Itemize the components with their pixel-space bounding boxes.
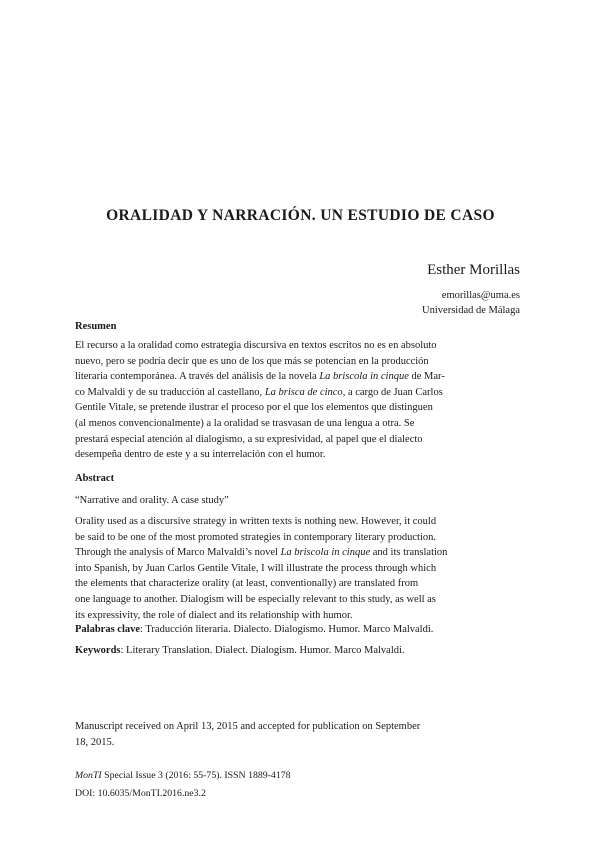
resumen-line: co Malvaldi y de su traducción al castellano, La brisca de cinco, a cargo de Juan Carlos: [75, 386, 443, 398]
palabras-clave-text: : Traducción literaria. Dialecto. Dialogismo. Humor. Marco Malvaldi.: [140, 624, 434, 635]
palabras-clave: [75, 622, 520, 637]
manuscript-line: 18, 2015.: [75, 736, 115, 748]
author-name: Esther Morillas: [427, 262, 520, 278]
abstract-line: Through the analysis of Marco Malvaldi’s novel La briscola in cinque and its translation: [75, 547, 448, 559]
resumen-line: El recurso a la oralidad como estrategia discursiva en textos escritos no es en absoluto: [75, 340, 437, 351]
journal-name: MonTI: [75, 770, 102, 781]
keywords: [75, 643, 520, 658]
manuscript-info: [75, 719, 520, 750]
manuscript-line: Manuscript received on April 13, 2015 and accepted for publication on September: [75, 721, 421, 732]
abstract-english-title-wrap: [75, 493, 520, 509]
keywords-label: Keywords: [75, 645, 121, 656]
resumen-body: [75, 338, 520, 463]
abstract-line: Orality used as a discursive strategy in written texts is nothing new. However, it could: [75, 516, 437, 527]
abstract-line: be said to be one of the most promoted strategies in contemporary literary production.: [75, 531, 436, 543]
resumen-line: nuevo, pero se podría decir que es uno de los que más se potencian en la producción: [75, 355, 429, 367]
author-email: emorillas@uma.es: [441, 290, 520, 301]
palabras-clave-label: Palabras clave: [75, 624, 141, 635]
resumen-line: Gentile Vitale, se pretende ilustrar el proceso por el que los elementos que distinguen: [75, 402, 433, 414]
abstract-english-title: “Narrative and orality. A case study”: [75, 495, 229, 506]
abstract-section: [75, 473, 520, 484]
journal-doi: DOI: 10.6035/MonTI.2016.ne3.2: [75, 788, 206, 799]
paper-title: ORALIDAD Y NARRACIÓN. UN ESTUDIO DE CASO: [106, 207, 495, 224]
abstract-line: one language to another. Dialogism will be especially relevant to this study, as well as: [75, 593, 436, 605]
keywords-text: : Literary Translation. Dialect. Dialogism. Humor. Marco Malvaldi.: [120, 645, 405, 656]
abstract-line: into Spanish, by Juan Carlos Gentile Vitale, I will illustrate the process through which: [75, 562, 437, 574]
abstract-line: the elements that characterize orality (at least, conventionally) are translated from: [75, 578, 419, 590]
abstract-body: [75, 514, 520, 623]
resumen-line: desempeña dentro de este y a su interrelación con el humor.: [75, 449, 326, 461]
resumen-line: literaria contemporánea. A través del análisis de la novela La briscola in cinque de Mar-: [75, 371, 445, 383]
resumen-heading: Resumen: [75, 321, 117, 332]
author-affiliation: [422, 288, 520, 318]
resumen-line: prestará especial atención al dialogismo, a su expresividad, al papel que el dialecto: [75, 433, 423, 445]
abstract-heading: Abstract: [75, 473, 115, 484]
journal-info: [75, 768, 291, 801]
author-institution: Universidad de Málaga: [422, 305, 520, 316]
resumen-line: (al menos convencionalmente) a la oralidad se trasvasan de una lengua a otra. Se: [75, 417, 415, 429]
resumen-section: [75, 321, 520, 332]
journal-issue: Special Issue 3 (2016: 55-75). ISSN 1889-4178: [101, 770, 291, 781]
journal-citation: [75, 768, 291, 783]
abstract-line: its expressivity, the role of dialect and its relationship with humor.: [75, 609, 353, 621]
